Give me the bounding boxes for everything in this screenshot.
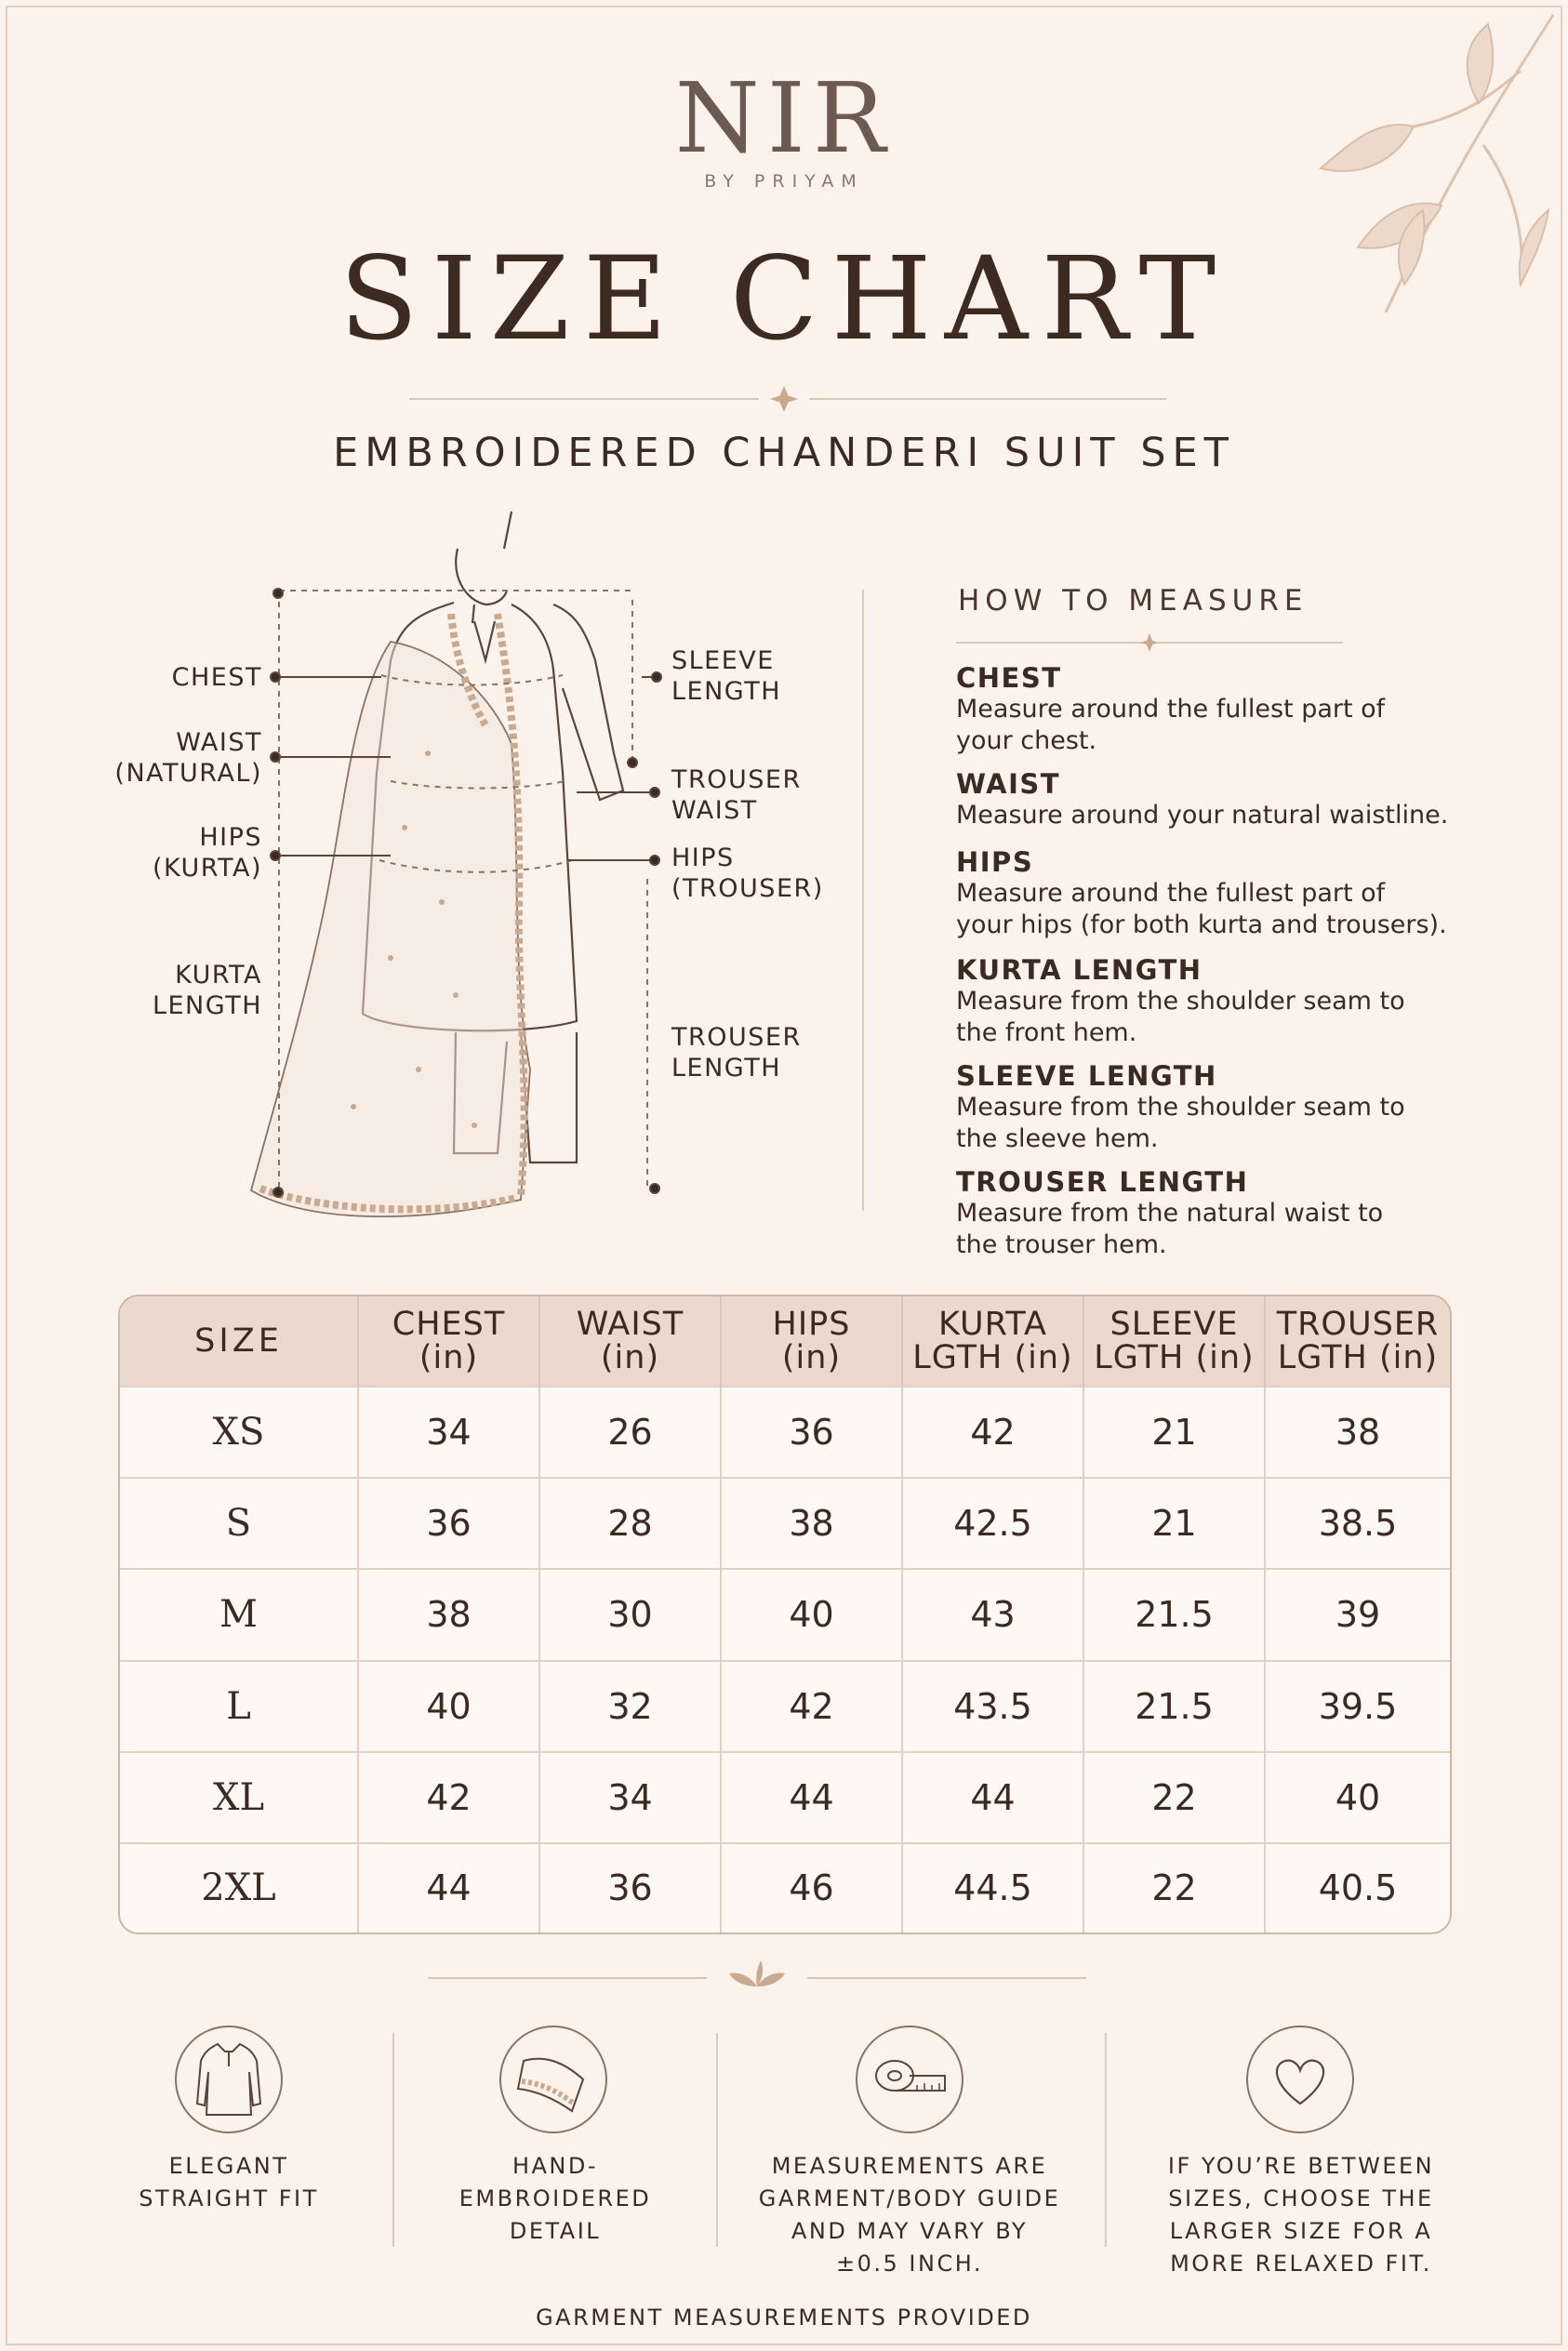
table-cell: 38 (358, 1569, 539, 1660)
how-to-measure-title: HOW TO MEASURE (958, 584, 1309, 618)
table-cell: 44 (721, 1752, 902, 1843)
table-cell: 42 (902, 1387, 1083, 1478)
label-line: TROUSER (671, 1023, 802, 1052)
feature-hand-embroidered (420, 2150, 690, 2248)
header-line: LGTH (in) (912, 1339, 1073, 1376)
header-line: (in) (419, 1339, 479, 1376)
feature-divider (392, 2033, 394, 2247)
cell-size: M (120, 1569, 358, 1660)
measure-desc: Measure from the shoulder seam to (956, 987, 1405, 1016)
table-cell: 44 (358, 1843, 539, 1933)
feature-divider (716, 2033, 718, 2247)
measure-desc: Measure around the fullest part of (956, 695, 1386, 724)
table-cell: 21 (1083, 1387, 1265, 1478)
measure-name: KURTA LENGTH (956, 954, 1203, 986)
label-line: HIPS (199, 823, 262, 852)
heart-icon (1244, 2024, 1356, 2135)
cell-size: L (120, 1661, 358, 1752)
header-sleeve-length (1083, 1296, 1265, 1387)
cell-size: 2XL (120, 1843, 358, 1933)
label-line: (KURTA) (153, 854, 262, 883)
table-cell: 43.5 (902, 1661, 1083, 1752)
table-cell: 30 (539, 1569, 721, 1660)
feature-line: DETAIL (509, 2218, 602, 2244)
feature-line: GARMENT/BODY GUIDE (758, 2185, 1061, 2212)
table-cell: 34 (358, 1387, 539, 1478)
footer-divider-left (428, 1977, 707, 1979)
table-cell: 40 (1265, 1752, 1450, 1843)
label-sleeve-length (671, 645, 885, 707)
table-cell: 44.5 (902, 1843, 1083, 1933)
leaf-ornament-icon (727, 1959, 787, 1996)
label-line: SLEEVE (671, 646, 775, 675)
measure-desc: Measure from the shoulder seam to (956, 1093, 1405, 1122)
table-row (120, 1661, 1450, 1752)
feature-straight-fit (95, 2150, 363, 2215)
label-line: WAIST (671, 796, 758, 825)
measure-name: HIPS (956, 846, 1034, 878)
table-cell: 21 (1083, 1478, 1265, 1569)
header-chest (358, 1296, 539, 1387)
table-row (120, 1387, 1450, 1478)
header-trouser-length (1265, 1296, 1450, 1387)
cell-size: XS (120, 1387, 358, 1478)
feature-line: LARGER SIZE FOR A (1169, 2218, 1433, 2244)
header-line: LGTH (in) (1094, 1339, 1255, 1376)
label-trouser-waist (671, 764, 885, 826)
feature-measurement-note (735, 2150, 1084, 2280)
label-line: LENGTH (152, 991, 262, 1020)
label-trouser-length (671, 1022, 885, 1083)
header-line: (in) (600, 1339, 660, 1376)
label-line: LENGTH (671, 677, 782, 706)
table-cell: 43 (902, 1569, 1083, 1660)
feature-line: MEASUREMENTS ARE (771, 2153, 1048, 2179)
measure-desc: the sleeve hem. (956, 1124, 1159, 1153)
feature-line: HAND- (512, 2153, 599, 2179)
table-cell: 40 (358, 1661, 539, 1752)
feature-line: AND MAY VARY BY (791, 2218, 1029, 2244)
table-cell: 38 (1265, 1387, 1450, 1478)
measure-name: WAIST (956, 768, 1061, 800)
header-line: SIZE (194, 1322, 283, 1360)
label-line: TROUSER (671, 765, 802, 794)
feature-line: EMBROIDERED (458, 2185, 652, 2212)
footer-divider-right (807, 1977, 1086, 1979)
label-waist-natural (93, 727, 262, 789)
table-row (120, 1752, 1450, 1843)
measure-desc: your chest. (956, 726, 1097, 755)
measure-chest (956, 662, 1477, 757)
table-cell: 42.5 (902, 1478, 1083, 1569)
table-row (120, 1478, 1450, 1569)
table-cell: 40 (721, 1569, 902, 1660)
table-cell: 22 (1083, 1843, 1265, 1933)
section-divider (862, 590, 864, 1211)
table-cell: 22 (1083, 1752, 1265, 1843)
header-line: LGTH (in) (1277, 1339, 1439, 1376)
feature-line: MORE RELAXED FIT. (1170, 2251, 1432, 2277)
table-row (120, 1569, 1450, 1660)
measure-desc: Measure around your natural waistline. (956, 801, 1449, 830)
cell-size: S (120, 1478, 358, 1569)
table-cell: 36 (721, 1387, 902, 1478)
label-line: HIPS (671, 843, 735, 872)
table-cell: 26 (539, 1387, 721, 1478)
page-title: SIZE CHART (339, 232, 1229, 366)
table-cell: 44 (902, 1752, 1083, 1843)
header-hips (721, 1296, 902, 1387)
header-kurta-length (902, 1296, 1083, 1387)
measure-desc: the front hem. (956, 1018, 1137, 1047)
htm-divider-left (956, 642, 1142, 644)
table-cell: 42 (721, 1661, 902, 1752)
measure-name: TROUSER LENGTH (956, 1166, 1249, 1198)
table-cell: 36 (539, 1843, 721, 1933)
label-line: CHEST (171, 663, 262, 692)
feature-line: STRAIGHT FIT (139, 2185, 319, 2212)
feature-line: IF YOU’RE BETWEEN (1167, 2153, 1435, 2179)
cell-size: XL (120, 1752, 358, 1843)
embroidery-icon (498, 2024, 609, 2135)
measuring-tape-icon (854, 2024, 965, 2135)
table-row (120, 1843, 1450, 1933)
label-hips-trouser (671, 843, 885, 904)
header-waist (539, 1296, 721, 1387)
label-kurta-length (93, 960, 262, 1021)
size-table (118, 1295, 1452, 1934)
footnote: GARMENT MEASUREMENTS PROVIDED (536, 2305, 1032, 2331)
label-chest (112, 662, 262, 693)
label-line: WAIST (176, 728, 262, 757)
label-line: (TROUSER) (671, 874, 824, 903)
header-line: TROUSER (1276, 1306, 1440, 1343)
table-cell: 21.5 (1083, 1661, 1265, 1752)
label-line: (NATURAL) (114, 759, 262, 788)
size-table-grid (120, 1296, 1450, 1933)
header-line: SLEEVE (1110, 1306, 1239, 1343)
table-cell: 21.5 (1083, 1569, 1265, 1660)
brand-tagline: BY PRIYAM (704, 171, 864, 192)
table-cell: 39 (1265, 1569, 1450, 1660)
measure-desc: your hips (for both kurta and trousers). (956, 910, 1447, 939)
table-header-row (120, 1296, 1450, 1387)
product-subtitle: EMBROIDERED CHANDERI SUIT SET (333, 430, 1235, 476)
table-cell: 38 (721, 1478, 902, 1569)
htm-divider-right (1157, 642, 1343, 644)
table-cell: 42 (358, 1752, 539, 1843)
feature-line: SIZES, CHOOSE THE (1168, 2185, 1434, 2212)
measure-desc: Measure from the natural waist to (956, 1199, 1384, 1228)
header-line: CHEST (392, 1306, 506, 1343)
kurta-icon (173, 2024, 285, 2135)
feature-size-tip (1129, 2150, 1473, 2280)
table-cell: 46 (721, 1843, 902, 1933)
header-line: WAIST (576, 1306, 684, 1343)
measure-desc: the trouser hem. (956, 1230, 1167, 1259)
label-line: LENGTH (671, 1054, 782, 1083)
measure-hips (956, 846, 1477, 941)
header-line: KURTA (937, 1306, 1047, 1343)
measure-waist (956, 768, 1477, 831)
feature-divider (1105, 2033, 1107, 2247)
table-cell: 32 (539, 1661, 721, 1752)
table-cell: 39.5 (1265, 1661, 1450, 1752)
table-cell: 36 (358, 1478, 539, 1569)
measure-name: CHEST (956, 662, 1062, 694)
table-cell: 28 (539, 1478, 721, 1569)
label-hips-kurta (93, 822, 262, 883)
feature-line: ELEGANT (168, 2153, 289, 2179)
feature-line: ±0.5 INCH. (836, 2251, 983, 2277)
measure-desc: Measure around the fullest part of (956, 879, 1386, 908)
header-size (120, 1296, 358, 1387)
header-line: HIPS (772, 1306, 851, 1343)
label-line: KURTA (175, 961, 262, 990)
table-cell: 38.5 (1265, 1478, 1450, 1569)
brand-logo: NIR (674, 61, 894, 175)
measure-kurta-length (956, 954, 1477, 1049)
measure-trouser-length (956, 1166, 1477, 1261)
table-cell: 34 (539, 1752, 721, 1843)
table-cell: 40.5 (1265, 1843, 1450, 1933)
header-line: (in) (781, 1339, 842, 1376)
measure-sleeve-length (956, 1060, 1477, 1155)
measure-name: SLEEVE LENGTH (956, 1060, 1217, 1092)
